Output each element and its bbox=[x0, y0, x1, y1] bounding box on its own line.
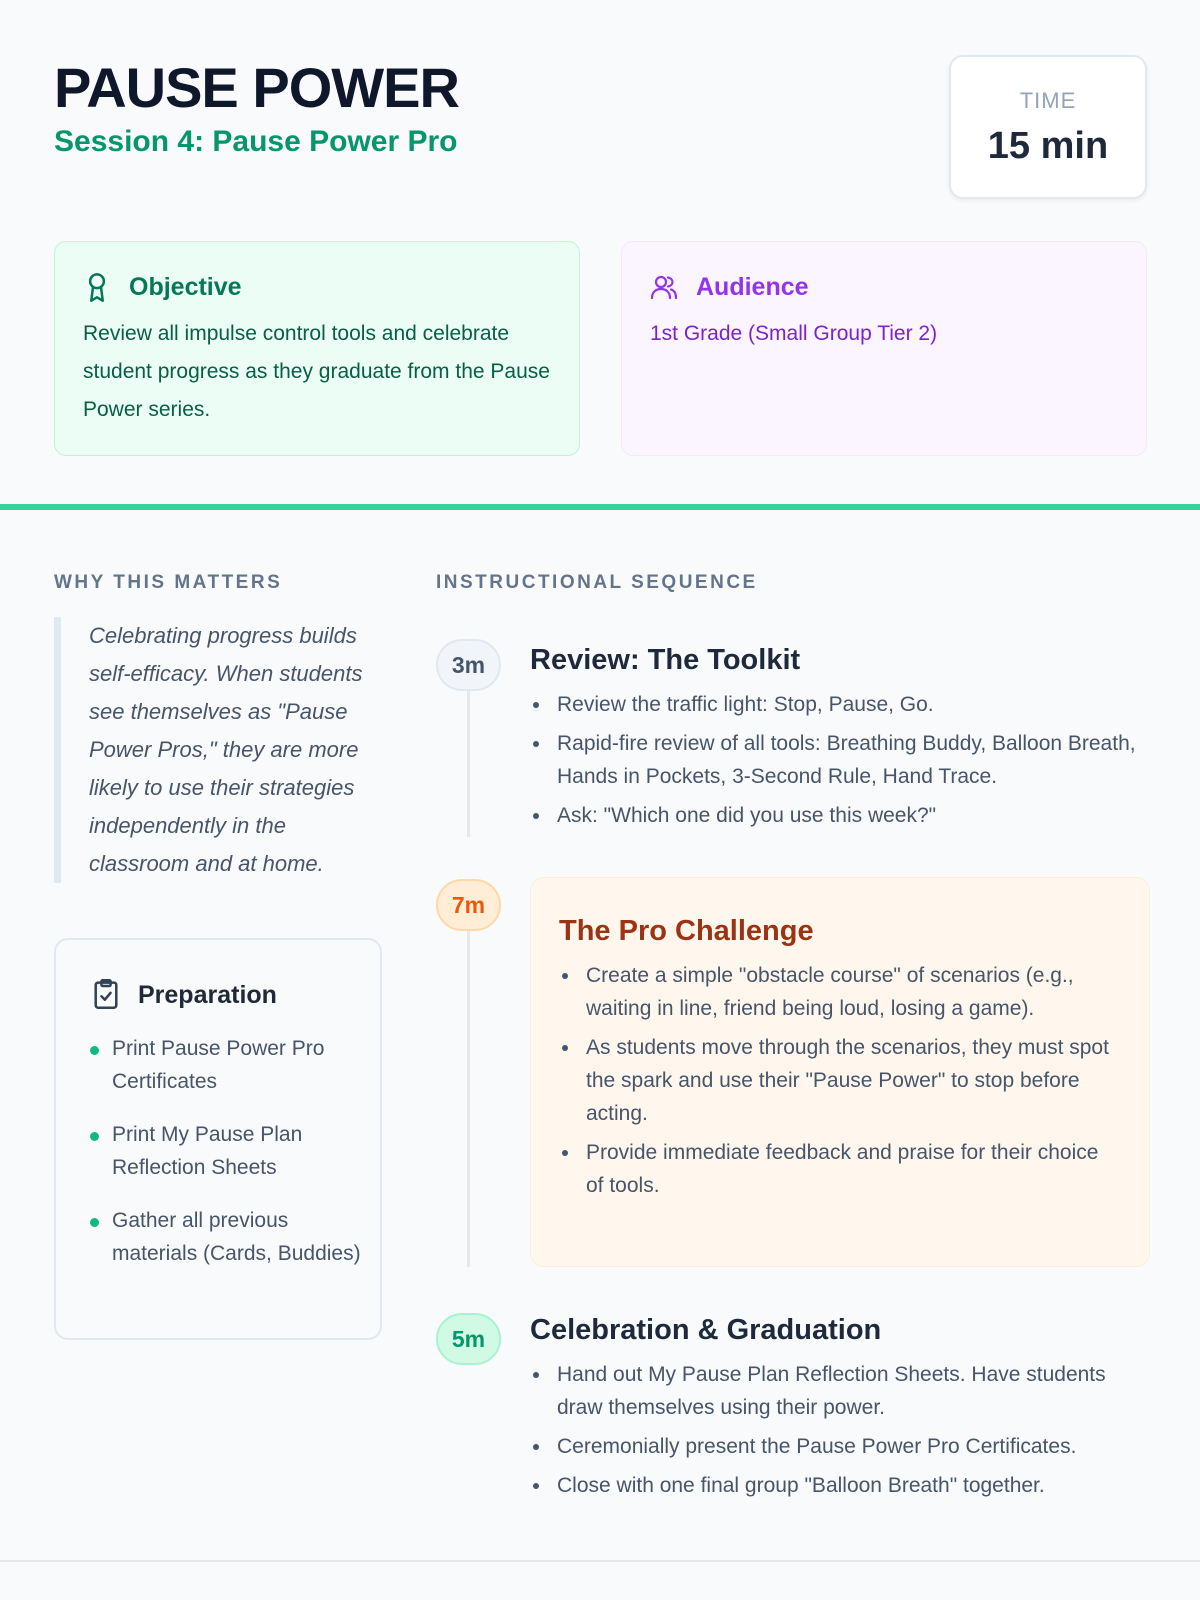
award-ribbon-icon bbox=[83, 271, 111, 303]
why-quote bbox=[54, 617, 384, 883]
step-bullet: Ceremonially present the Pause Power Pro Certificates. bbox=[530, 1430, 1150, 1463]
step-duration-badge: 3m bbox=[436, 639, 501, 691]
timeline-connector bbox=[467, 931, 470, 1267]
preparation-title: Preparation bbox=[138, 981, 277, 1009]
footer-divider bbox=[0, 1560, 1200, 1562]
audience-card bbox=[621, 241, 1147, 456]
step-bullets bbox=[530, 1358, 1150, 1502]
audience-title: Audience bbox=[696, 273, 809, 301]
why-heading: WHY THIS MATTERS bbox=[54, 572, 283, 593]
timeline-connector bbox=[467, 691, 470, 837]
step-bullet: Hand out My Pause Plan Reflection Sheets. Have students draw themselves using their power. bbox=[530, 1358, 1150, 1424]
why-text: Celebrating progress builds self-efficacy. When students see themselves as "Pause Power Pros," they are more likely to use their strategies independently in the classroom and at home. bbox=[89, 623, 363, 876]
step-bullets bbox=[530, 688, 1150, 832]
step-title: Review: The Toolkit bbox=[530, 644, 801, 676]
step-duration-badge: 5m bbox=[436, 1313, 501, 1365]
time-label: TIME bbox=[1019, 88, 1077, 113]
objective-title: Objective bbox=[129, 273, 242, 301]
step-bullet: Close with one final group "Balloon Breath" together. bbox=[530, 1469, 1150, 1502]
page-title: PAUSE POWER bbox=[54, 56, 459, 119]
step-review bbox=[530, 642, 1150, 838]
step-celebration bbox=[530, 1312, 1150, 1508]
preparation-list bbox=[112, 1032, 362, 1290]
objective-card bbox=[54, 241, 580, 456]
header bbox=[0, 0, 1200, 510]
step-title: Celebration & Graduation bbox=[530, 1314, 882, 1346]
clipboard-check-icon bbox=[92, 978, 120, 1010]
step-bullet: Rapid-fire review of all tools: Breathing Buddy, Balloon Breath, Hands in Pockets, 3-Second Rule, Hand Trace. bbox=[530, 727, 1150, 793]
step-title: The Pro Challenge bbox=[559, 915, 814, 947]
step-duration-badge: 7m bbox=[436, 879, 501, 931]
step-bullet: Provide immediate feedback and praise for their choice of tools. bbox=[559, 1136, 1121, 1202]
step-bullet: Review the traffic light: Stop, Pause, Go. bbox=[530, 688, 1150, 721]
preparation-item: Print Pause Power Pro Certificates bbox=[112, 1032, 362, 1098]
step-bullets bbox=[559, 959, 1121, 1202]
preparation-card bbox=[54, 938, 382, 1340]
time-value: 15 min bbox=[987, 125, 1109, 167]
preparation-item: Gather all previous materials (Cards, Buddies) bbox=[112, 1204, 362, 1270]
session-subtitle: Session 4: Pause Power Pro bbox=[54, 125, 458, 158]
step-bullet: Create a simple "obstacle course" of scenarios (e.g., waiting in line, friend being loud, losing a game). bbox=[559, 959, 1121, 1025]
step-bullet: Ask: "Which one did you use this week?" bbox=[530, 799, 1150, 832]
step-pro-challenge bbox=[530, 877, 1150, 1267]
users-icon bbox=[650, 271, 678, 303]
objective-text: Review all impulse control tools and celebrate student progress as they graduate from the Pause Power series. bbox=[83, 322, 550, 421]
preparation-item: Print My Pause Plan Reflection Sheets bbox=[112, 1118, 362, 1184]
audience-text: 1st Grade (Small Group Tier 2) bbox=[650, 322, 938, 345]
time-box bbox=[949, 55, 1147, 199]
sequence-heading: INSTRUCTIONAL SEQUENCE bbox=[436, 572, 758, 593]
step-bullet: As students move through the scenarios, they must spot the spark and use their "Pause Power" to stop before acting. bbox=[559, 1031, 1121, 1130]
